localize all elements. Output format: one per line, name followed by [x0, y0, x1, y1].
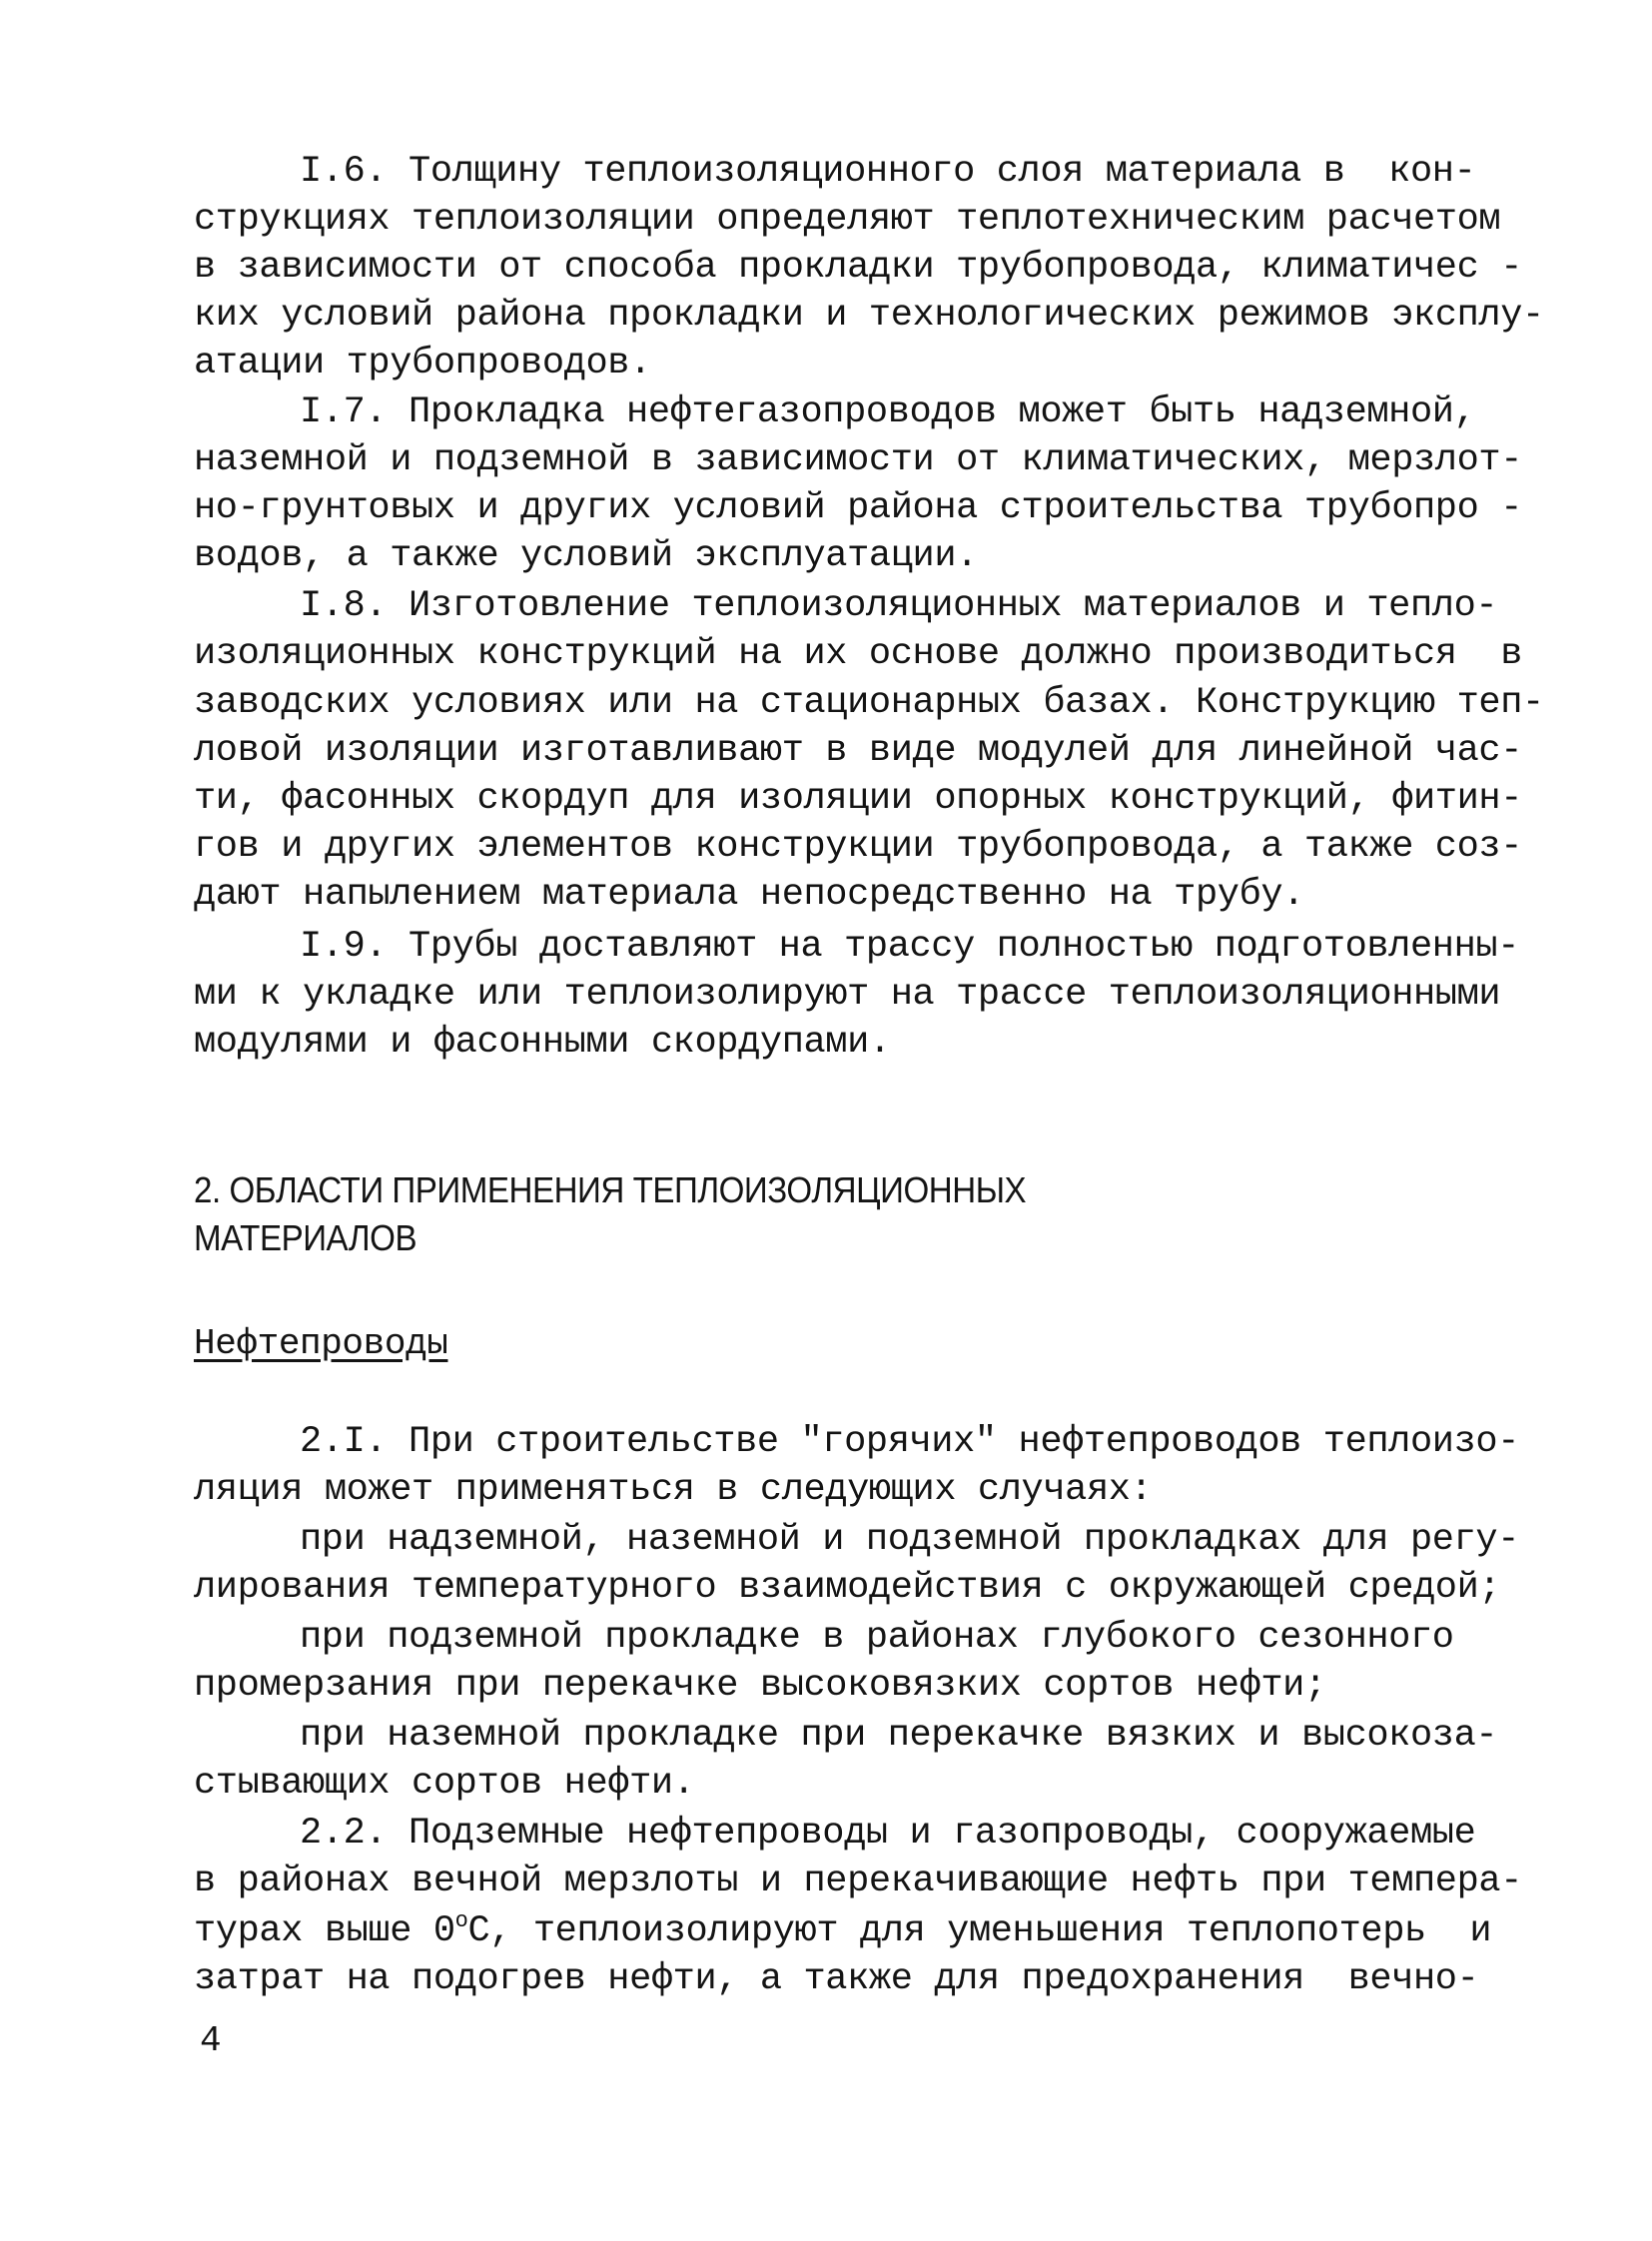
- paragraph-1-9-line: модулями и фасонными скордупами.: [194, 1022, 891, 1064]
- temperature-suffix: С, теплоизолируют для уменьшения теплопотерь и: [467, 1910, 1492, 1952]
- paragraph-1-8-line: ти, фасонных скордуп для изоляции опорных конструкций, фитин-: [194, 778, 1523, 820]
- paragraph-2-2-line: [194, 1907, 1491, 1955]
- case-item-line: промерзания при перекачке высоковязких сортов нефти;: [194, 1665, 1326, 1707]
- degree-superscript: o: [454, 1908, 468, 1933]
- section-heading: МАТЕРИАЛОВ: [194, 1217, 417, 1258]
- paragraph-2-2-line: в районах вечной мерзлоты и перекачивающие нефть при темпера-: [194, 1861, 1523, 1902]
- paragraph-1-8-line: I.8. Изготовление теплоизоляционных материалов и тепло-: [300, 585, 1498, 627]
- paragraph-1-6-line: атации трубопроводов.: [194, 343, 651, 384]
- case-item-line: при надземной, наземной и подземной прокладках для регу-: [300, 1519, 1520, 1561]
- paragraph-2-1-line: ляция может применяться в следующих случаях:: [194, 1469, 1153, 1511]
- paragraph-1-6-line: струкциях теплоизоляции определяют теплотехническим расчетом: [194, 199, 1501, 241]
- page-number: 4: [200, 2020, 222, 2061]
- paragraph-2-2-line: затрат на подогрев нефти, а также для предохранения вечно-: [194, 1958, 1479, 2000]
- paragraph-1-8-line: дают напылением материала непосредственно на трубу.: [194, 874, 1304, 916]
- case-item-line: при подземной прокладке в районах глубокого сезонного: [300, 1617, 1454, 1659]
- paragraph-1-6-line: ких условий района прокладки и технологических режимов эксплу-: [194, 295, 1544, 337]
- paragraph-1-8-line: заводских условиях или на стационарных базах. Конструкцию теп-: [194, 682, 1544, 724]
- paragraph-2-2-line: 2.2. Подземные нефтепроводы и газопроводы, сооружаемые: [300, 1813, 1476, 1855]
- paragraph-2-1-line: 2.I. При строительстве "горячих" нефтепроводов теплоизо-: [300, 1421, 1520, 1463]
- paragraph-1-6-line: в зависимости от способа прокладки трубопровода, климатичес -: [194, 247, 1523, 289]
- case-item-line: при наземной прокладке при перекачке вязких и высокоза-: [300, 1715, 1498, 1757]
- paragraph-1-8-line: гов и других элементов конструкции трубопровода, а также соз-: [194, 826, 1523, 868]
- section-heading: 2. ОБЛАСТИ ПРИМЕНЕНИЯ ТЕПЛОИЗОЛЯЦИОННЫХ: [194, 1169, 1027, 1210]
- paragraph-1-9-line: I.9. Трубы доставляют на трассу полностью подготовленны-: [300, 926, 1520, 968]
- paragraph-1-7-line: I.7. Прокладка нефтегазопроводов может быть надземной,: [300, 391, 1476, 433]
- case-item-line: стывающих сортов нефти.: [194, 1763, 695, 1805]
- paragraph-1-8-line: изоляционных конструкций на их основе должно производиться в: [194, 633, 1523, 675]
- paragraph-1-6-line: I.6. Толщину теплоизоляционного слоя материала в кон-: [300, 151, 1476, 193]
- paragraph-1-7-line: водов, а также условий эксплуатации.: [194, 535, 978, 577]
- paragraph-1-7-line: наземной и подземной в зависимости от климатических, мерзлот-: [194, 439, 1523, 481]
- subsection-heading: Нефтепроводы: [194, 1323, 448, 1364]
- paragraph-1-8-line: ловой изоляции изготавливают в виде модулей для линейной час-: [194, 730, 1523, 772]
- paragraph-1-9-line: ми к укладке или теплоизолируют на трассе теплоизоляционными: [194, 974, 1501, 1016]
- case-item-line: лирования температурного взаимодействия с окружающей средой;: [194, 1567, 1501, 1609]
- paragraph-1-7-line: но-грунтовых и других условий района строительства трубопро -: [194, 487, 1523, 529]
- temperature-prefix: турах выше 0: [194, 1910, 455, 1952]
